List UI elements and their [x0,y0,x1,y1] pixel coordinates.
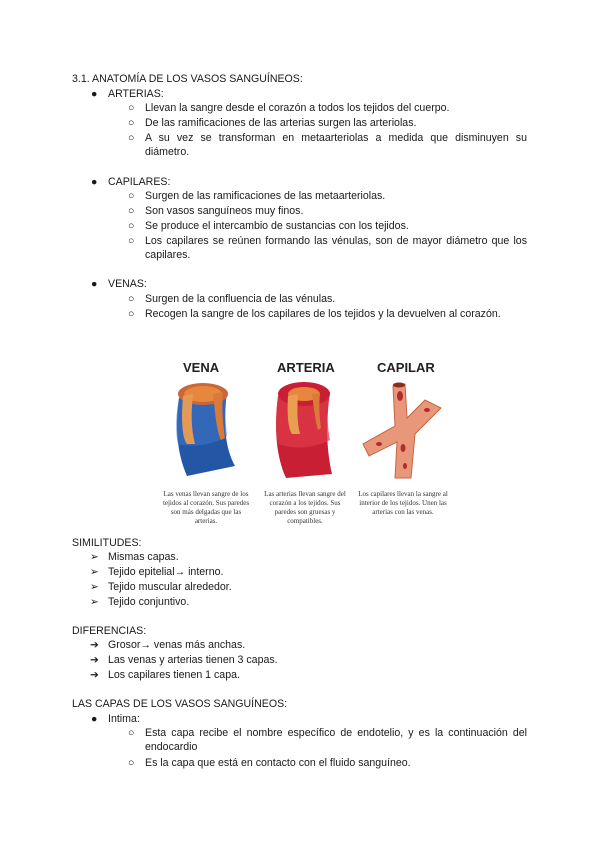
venas-item-2: Recogen la sangre de los capilares de los tejidos y la devuelven al corazón. [145,308,501,320]
bullet-circle: ○ [128,293,135,305]
diferencias-label: DIFERENCIAS: [72,625,147,637]
arterias-label: ARTERIAS: [108,88,164,100]
bullet-circle: ○ [128,132,135,144]
bullet-circle: ○ [128,220,135,232]
arterias-item-3: A su vez se transforman en metaarteriolas a medida que disminuyen su diámetro. [145,132,527,158]
arrowhead-bullet: ➢ [90,581,99,593]
arrowhead-bullet: ➢ [90,551,99,563]
intima-item-1: Esta capa recibe el nombre específico de endotelio, y es la continuación del endocardio [145,727,527,753]
capilares-item-3: Se produce el intercambio de sustancias con los tejidos. [145,220,409,232]
bullet-circle: ○ [128,235,135,247]
figure-title-vena: VENA [183,360,220,375]
bullet-dot: ● [91,176,98,188]
intima-item-2: Es la capa que está en contacto con el fluido sanguíneo. [145,757,411,769]
venas-item-1: Surgen de la confluencia de las vénulas. [145,293,336,305]
capilares-label: CAPILARES: [108,176,171,188]
arrow-bullet: ➔ [90,669,99,681]
figure-title-capilar: CAPILAR [377,360,435,375]
intima-label: Intima: [108,713,140,725]
arrow-bullet: ➔ [90,654,99,666]
capillary-illustration [355,378,455,488]
arterias-item-1: Llevan la sangre desde el corazón a todos los tejidos del cuerpo. [145,102,450,114]
bullet-dot: ● [91,713,98,725]
diferencias-item-3: Los capilares tienen 1 capa. [108,669,240,681]
diferencias-item-1: Grosor→ venas más anchas. [108,639,246,651]
artery-illustration [268,378,340,488]
capilares-item-4: Los capilares se reúnen formando las vénulas, son de mayor diámetro que los capilares. [145,235,527,261]
venas-label: VENAS: [108,278,147,290]
similitudes-item-1: Mismas capas. [108,551,179,563]
bullet-circle: ○ [128,757,135,769]
bullet-circle: ○ [128,190,135,202]
bullet-circle: ○ [128,205,135,217]
bullet-circle: ○ [128,117,135,129]
bullet-dot: ● [91,278,98,290]
similitudes-item-4: Tejido conjuntivo. [108,596,190,608]
caption-vena: Las venas llevan sangre de los tejidos al corazón. Sus paredes son más delgadas que las arterias. [162,490,250,525]
diferencias-item-2: Las venas y arterias tienen 3 capas. [108,654,278,666]
bullet-circle: ○ [128,102,135,114]
arterias-item-2: De las ramificaciones de las arterias surgen las arteriolas. [145,117,417,129]
section-title: 3.1. ANATOMÍA DE LOS VASOS SANGUÍNEOS: [72,73,303,85]
bullet-circle: ○ [128,727,135,739]
arrow-bullet: ➔ [90,639,99,651]
arrowhead-bullet: ➢ [90,566,99,578]
caption-capilar: Los capilares llevan la sangre al interior de los tejidos. Unen las arterias con las venas. [358,490,448,516]
vein-illustration [165,378,245,488]
similitudes-label: SIMILITUDES: [72,537,142,549]
arrowhead-bullet: ➢ [90,596,99,608]
caption-arteria: Las arterias llevan sangre del corazón a los tejidos. Sus paredes son gruesas y compatibles. [264,490,346,525]
capilares-item-1: Surgen de las ramificaciones de las metaarteriolas. [145,190,386,202]
similitudes-item-2: Tejido epitelial→ interno. [108,566,224,578]
similitudes-item-3: Tejido muscular alrededor. [108,581,232,593]
figure-title-arteria: ARTERIA [277,360,335,375]
bullet-dot: ● [91,88,98,100]
bullet-circle: ○ [128,308,135,320]
capas-title: LAS CAPAS DE LOS VASOS SANGUÍNEOS: [72,698,288,710]
capilares-item-2: Son vasos sanguíneos muy finos. [145,205,304,217]
